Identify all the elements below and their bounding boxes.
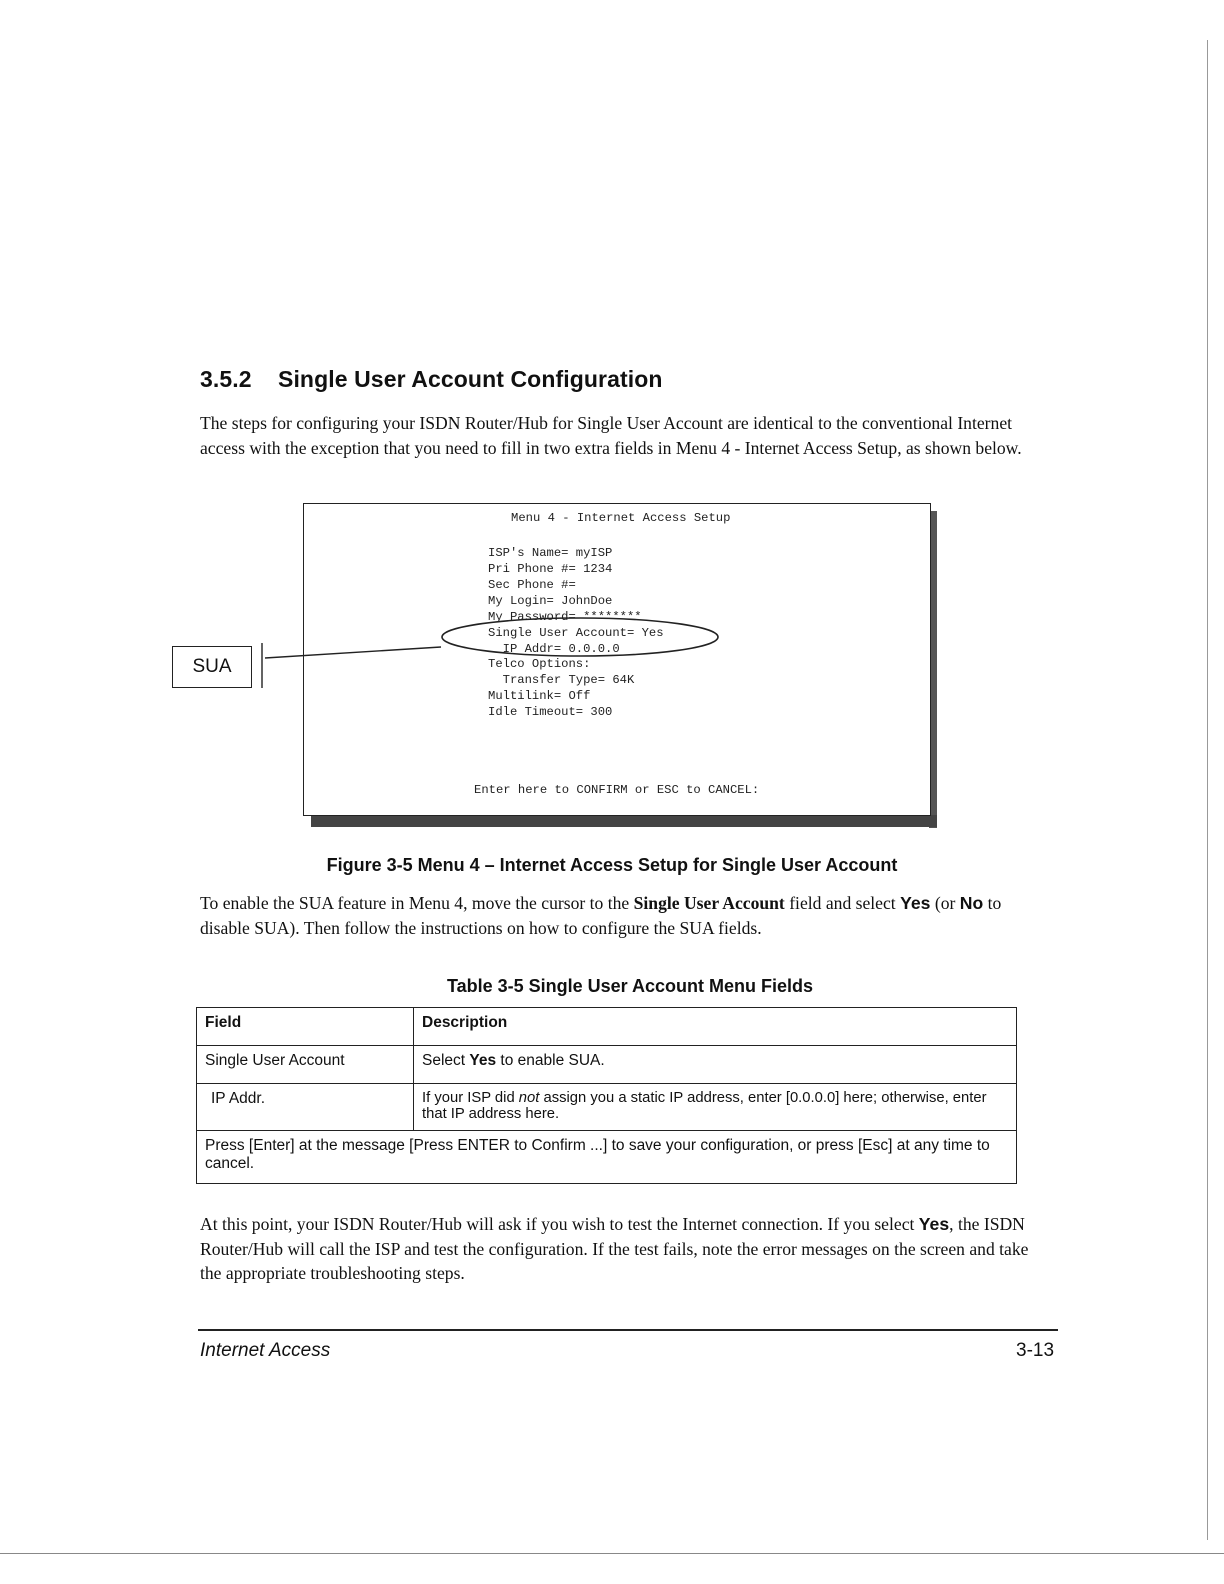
screen-line: My Password= ******** — [488, 610, 642, 624]
figure-caption: Figure 3-5 Menu 4 – Internet Access Setup for Single User Account — [326, 855, 898, 875]
para-text: field and select — [784, 893, 901, 913]
para-bold: Single User Account — [633, 893, 785, 913]
section-title: Single User Account Configuration — [278, 366, 663, 392]
section-number: 3.5.2 — [200, 366, 252, 392]
fields-table — [196, 1007, 1017, 1184]
screen-line: ISP's Name= myISP — [488, 546, 613, 560]
description-cell: If your ISP did not assign you a static IP address, enter [0.0.0.0] here; otherwise, enter that IP address here. — [414, 1084, 1017, 1131]
para-text: to disable SUA). Then follow the instructions on how to configure the SUA fields. — [200, 893, 1002, 938]
enable-paragraph — [200, 891, 1040, 940]
page-number: 3-13 — [1016, 1340, 1055, 1361]
field-cell: Single User Account — [197, 1046, 414, 1084]
footer-rule — [198, 1329, 1058, 1331]
screen-line: Sec Phone #= — [488, 578, 576, 592]
table-note-row — [197, 1131, 1017, 1184]
para-bold: No — [959, 893, 984, 913]
table-header-row — [197, 1008, 1017, 1046]
note-cell: Press [Enter] at the message [Press ENTER to Confirm ...] to save your configuration, or press [Esc] at any time to cancel. — [197, 1131, 1017, 1184]
screen-title: Menu 4 - Internet Access Setup — [511, 511, 731, 525]
intro-paragraph: The steps for configuring your ISDN Router/Hub for Single User Account are identical to the conventional Internet access with the exception that you need to fill in two extra fields in Menu 4 - Internet Access Setup, as shown below. — [200, 413, 1022, 458]
footer-chapter: Internet Access — [200, 1340, 331, 1361]
para-text: At this point, your ISDN Router/Hub will ask if you wish to test the Internet connection. If you select — [200, 1214, 919, 1234]
screen-line: Telco Options: — [488, 657, 591, 671]
field-cell: IP Addr. — [197, 1084, 414, 1131]
screen-line: Single User Account= Yes — [488, 626, 664, 640]
sua-label: SUA — [172, 646, 252, 688]
screen-line: Idle Timeout= 300 — [488, 705, 613, 719]
screen-line: IP Addr= 0.0.0.0 — [488, 642, 620, 656]
description-cell: Select Yes to enable SUA. — [414, 1046, 1017, 1084]
para-text: (or — [930, 893, 960, 913]
para-text: , the ISDN Router/Hub will call the ISP and test the configuration. If the test fails, note the error messages on the screen and take the appropriate troubleshooting steps. — [200, 1214, 1029, 1283]
para-bold: Yes — [900, 893, 931, 913]
screen-line: Transfer Type= 64K — [488, 673, 635, 687]
para-bold: Yes — [918, 1214, 950, 1234]
header-field: Field — [197, 1008, 414, 1046]
table-row — [197, 1084, 1017, 1131]
table-row — [197, 1046, 1017, 1084]
screen-prompt: Enter here to CONFIRM or ESC to CANCEL: — [474, 783, 760, 797]
para-text: To enable the SUA feature in Menu 4, move the cursor to the — [200, 893, 634, 913]
table-caption: Table 3-5 Single User Account Menu Fields — [446, 976, 814, 996]
screen-line: Pri Phone #= 1234 — [488, 562, 613, 576]
test-paragraph — [200, 1212, 1045, 1286]
callout-line — [265, 647, 441, 658]
header-description: Description — [414, 1008, 1017, 1046]
highlight-ellipse — [442, 618, 718, 656]
screen-line: My Login= JohnDoe — [488, 594, 613, 608]
screen-line: Multilink= Off — [488, 689, 591, 703]
